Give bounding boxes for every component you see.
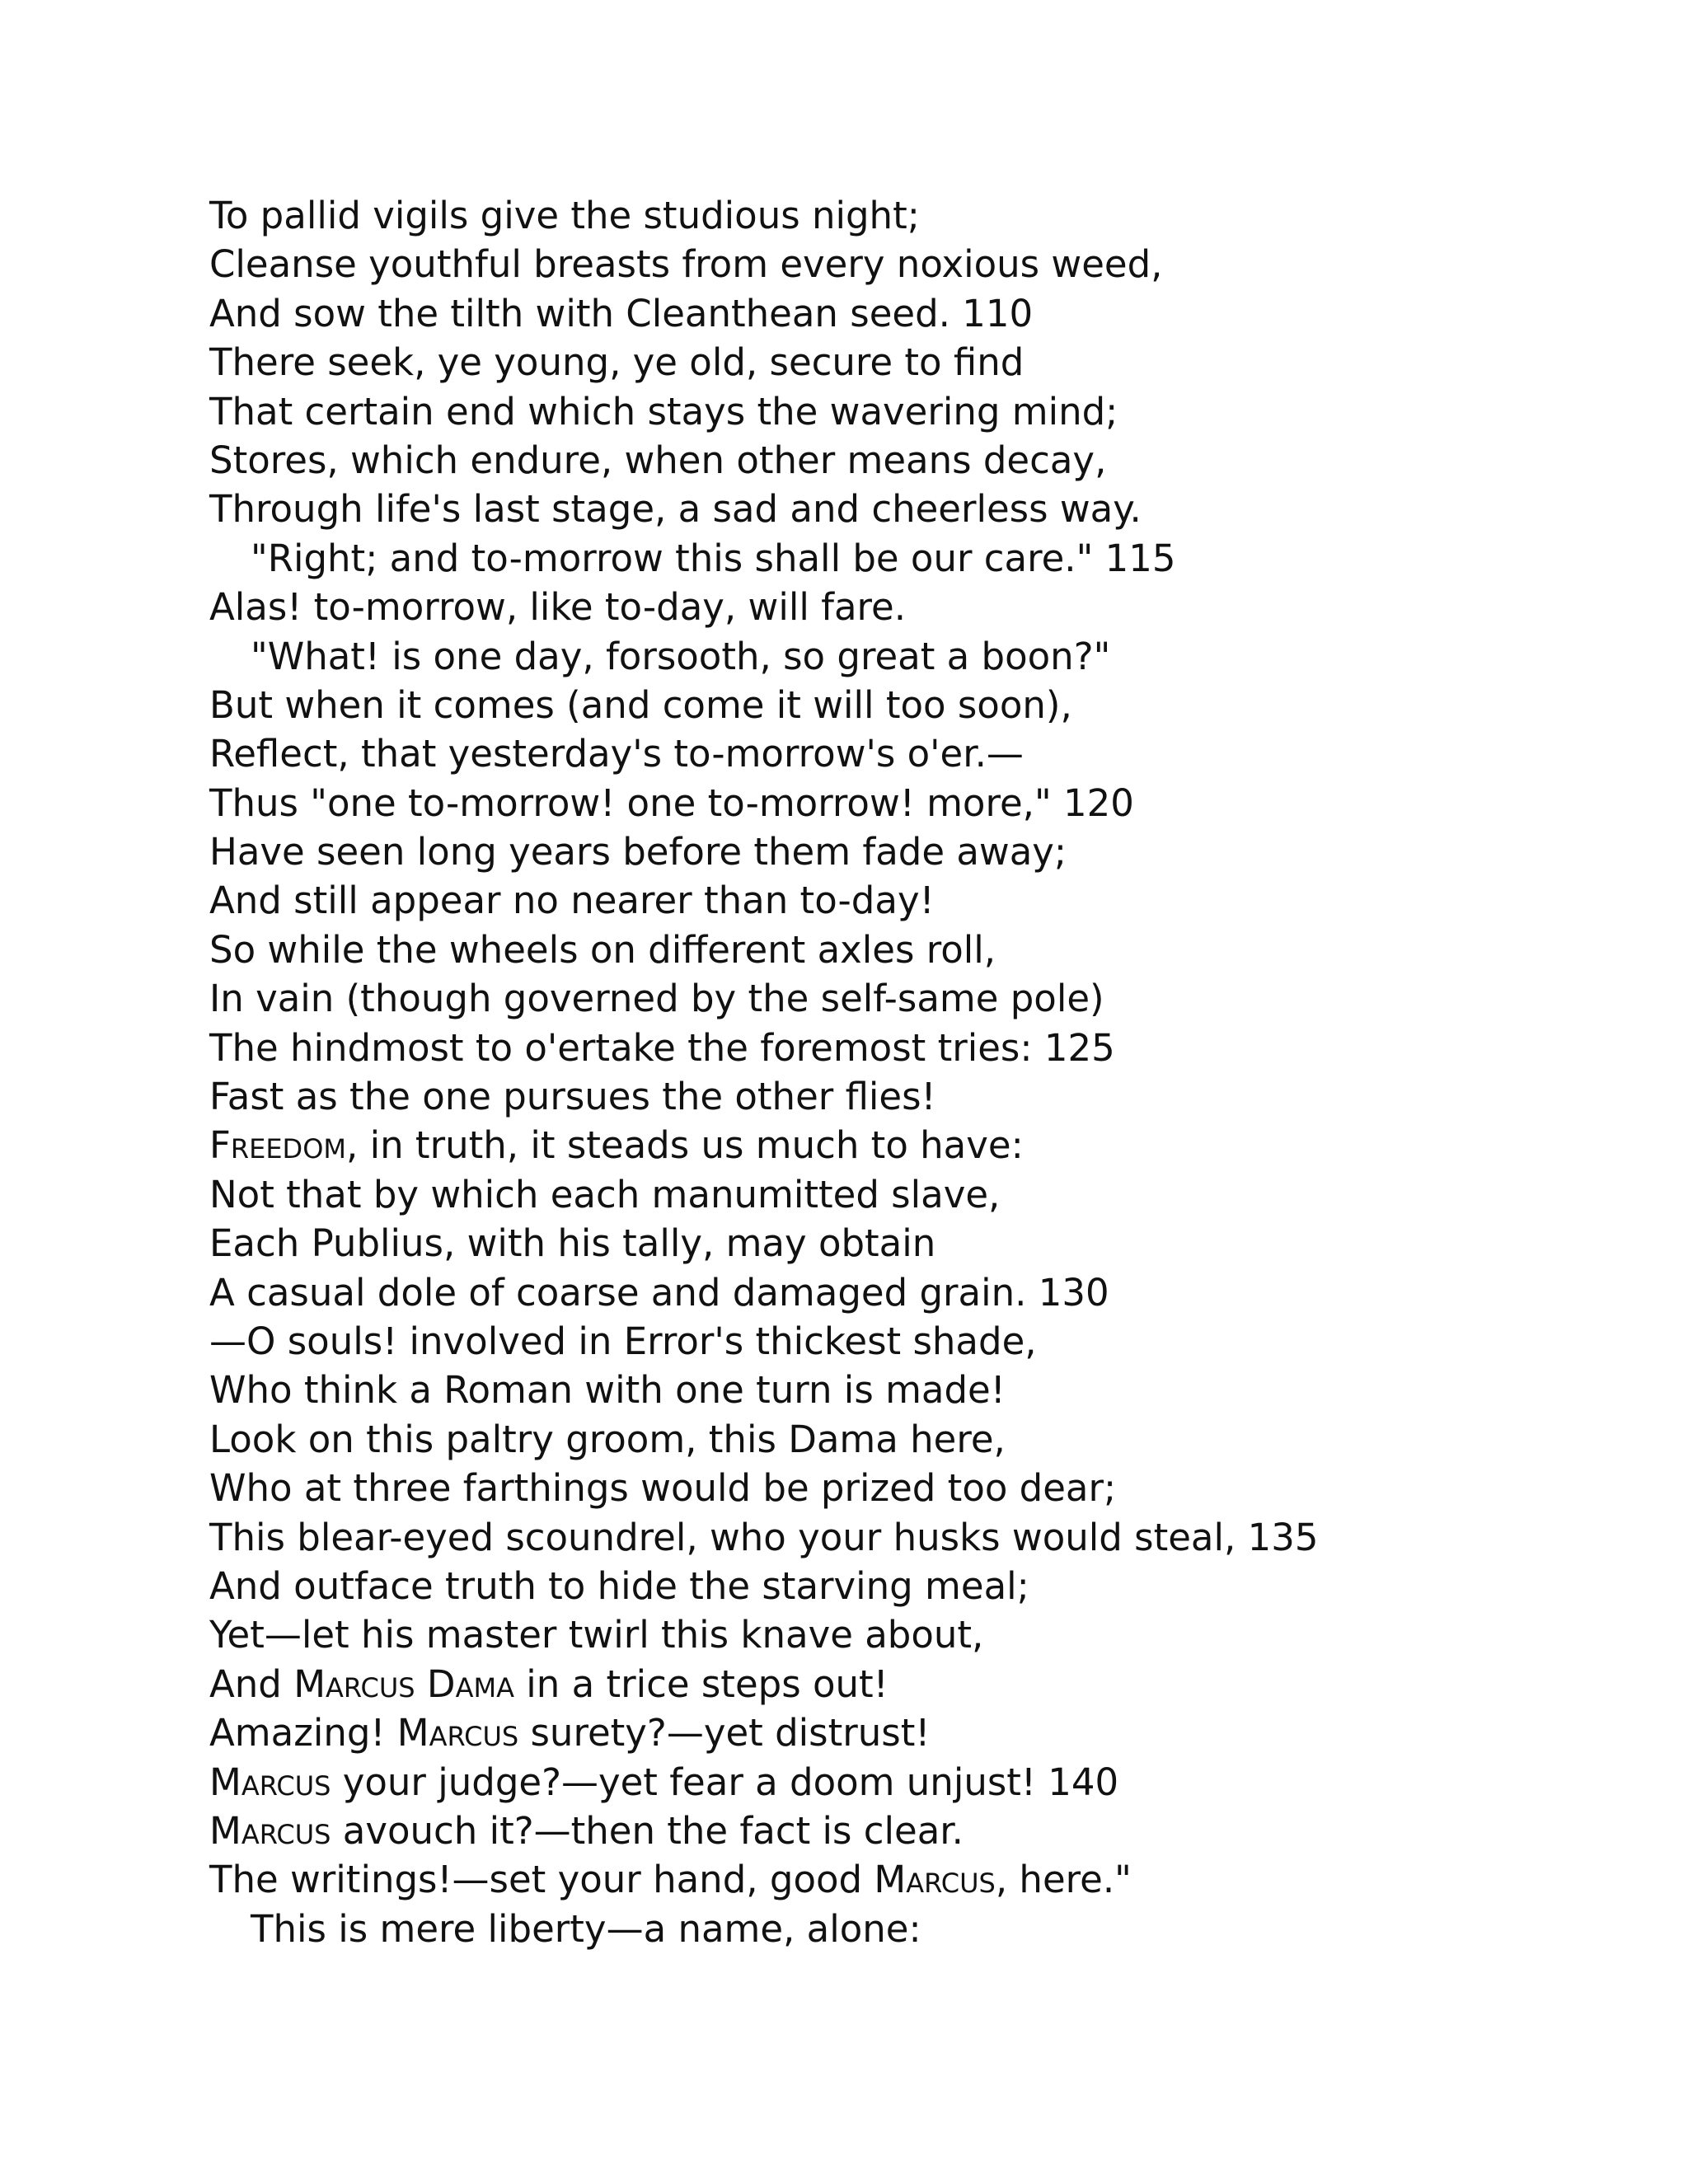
poem-line [209, 1660, 1611, 1708]
line-text: In vain (though governed by the self-same pole) [209, 977, 1104, 1021]
poem-line [209, 1708, 1611, 1757]
line-text: And outface truth to hide the starving meal; [209, 1563, 1029, 1608]
line-text: in a trice steps out! [513, 1661, 889, 1706]
poem-line [209, 1905, 1611, 1953]
poem-line [209, 1513, 1611, 1562]
poem-line [209, 876, 1611, 925]
line-text: Look on this paltry groom, this Dama here, [209, 1417, 1006, 1461]
line-text: A casual dole of coarse and damaged grain. 130 [209, 1270, 1109, 1315]
poem-line [209, 1024, 1611, 1072]
small-caps-name: Marcus [209, 1760, 331, 1804]
line-text: "Right; and to-morrow this shall be our care." 115 [251, 536, 1176, 580]
poem-line [209, 583, 1611, 631]
line-text: Stores, which endure, when other means decay, [209, 438, 1107, 482]
line-text: surety?—yet distrust! [518, 1711, 931, 1755]
poem-line [209, 1219, 1611, 1268]
line-text: So while the wheels on different axles roll, [209, 927, 996, 972]
poem-line [209, 1317, 1611, 1366]
line-text: your judge?—yet fear a doom unjust! 140 [331, 1760, 1119, 1804]
poem-line [209, 436, 1611, 485]
poem-line [209, 827, 1611, 876]
line-text: The writings!—set your hand, good [209, 1858, 874, 1902]
poem-line [209, 534, 1611, 583]
small-caps-name: Marcus [874, 1858, 996, 1902]
line-text: Have seen long years before them fade away; [209, 830, 1067, 874]
line-text: —O souls! involved in Error's thickest shade, [209, 1319, 1037, 1363]
line-text: This blear-eyed scoundrel, who your husks would steal, 135 [209, 1515, 1319, 1559]
poem-line [209, 926, 1611, 974]
small-caps-name: Freedom [209, 1123, 346, 1168]
poem-line [209, 1758, 1611, 1807]
poem-line [209, 1562, 1611, 1610]
small-caps-name: Marcus [396, 1711, 519, 1755]
poem-line [209, 1170, 1611, 1219]
poem-line [209, 1268, 1611, 1317]
poem-line [209, 779, 1611, 827]
small-caps-name: Marcus Dama [293, 1661, 514, 1706]
poem-line [209, 1464, 1611, 1512]
line-text: "What! is one day, forsooth, so great a boon?" [251, 634, 1111, 678]
line-text: Who think a Roman with one turn is made! [209, 1368, 1006, 1413]
poem-line [209, 974, 1611, 1023]
poem-line [209, 1121, 1611, 1169]
line-text: Thus "one to-morrow! one to-morrow! more," 120 [209, 780, 1134, 825]
line-text: There seek, ye young, ye old, secure to find [209, 340, 1025, 385]
line-text: That certain end which stays the wavering mind; [209, 389, 1118, 434]
poem-text [209, 191, 1611, 1953]
poem-line [209, 485, 1611, 533]
line-text: And still appear no nearer than to-day! [209, 879, 935, 923]
line-text: Reflect, that yesterday's to-morrow's o'er.— [209, 732, 1024, 776]
poem-line [209, 1415, 1611, 1464]
line-text: , here." [995, 1858, 1132, 1902]
line-text: But when it comes (and come it will too soon), [209, 682, 1072, 727]
poem-line [209, 240, 1611, 288]
poem-line [209, 1807, 1611, 1855]
line-text: Cleanse youthful breasts from every noxious weed, [209, 242, 1163, 287]
line-text: Not that by which each manumitted slave, [209, 1172, 1001, 1216]
poem-line [209, 729, 1611, 778]
poem-line [209, 191, 1611, 240]
poem-line [209, 632, 1611, 681]
line-text: And sow the tilth with Cleanthean seed. 110 [209, 291, 1034, 335]
line-text: Each Publius, with his tally, may obtain [209, 1221, 936, 1266]
line-text: Alas! to-morrow, like to-day, will fare. [209, 585, 907, 630]
poem-line [209, 1610, 1611, 1659]
line-text: Who at three farthings would be prized too dear; [209, 1466, 1117, 1511]
line-text: To pallid vigils give the studious night; [209, 194, 920, 237]
line-text: The hindmost to o'ertake the foremost tries: 125 [209, 1025, 1115, 1070]
poem-line [209, 1072, 1611, 1121]
poem-line [209, 289, 1611, 338]
small-caps-name: Marcus [209, 1808, 331, 1853]
poem-line [209, 387, 1611, 436]
line-text: avouch it?—then the fact is clear. [331, 1808, 964, 1853]
poem-line [209, 338, 1611, 387]
line-text: And [209, 1661, 294, 1706]
line-text: Yet—let his master twirl this knave about, [209, 1613, 984, 1657]
line-text: Through life's last stage, a sad and cheerless way. [209, 487, 1142, 532]
poem-line [209, 681, 1611, 729]
line-text: Amazing! [209, 1711, 397, 1755]
line-text: , in truth, it steads us much to have: [346, 1123, 1024, 1168]
poem-line [209, 1366, 1611, 1414]
line-text: Fast as the one pursues the other flies! [209, 1075, 936, 1119]
line-text: This is mere liberty—a name, alone: [251, 1906, 921, 1951]
poem-line [209, 1855, 1611, 1904]
